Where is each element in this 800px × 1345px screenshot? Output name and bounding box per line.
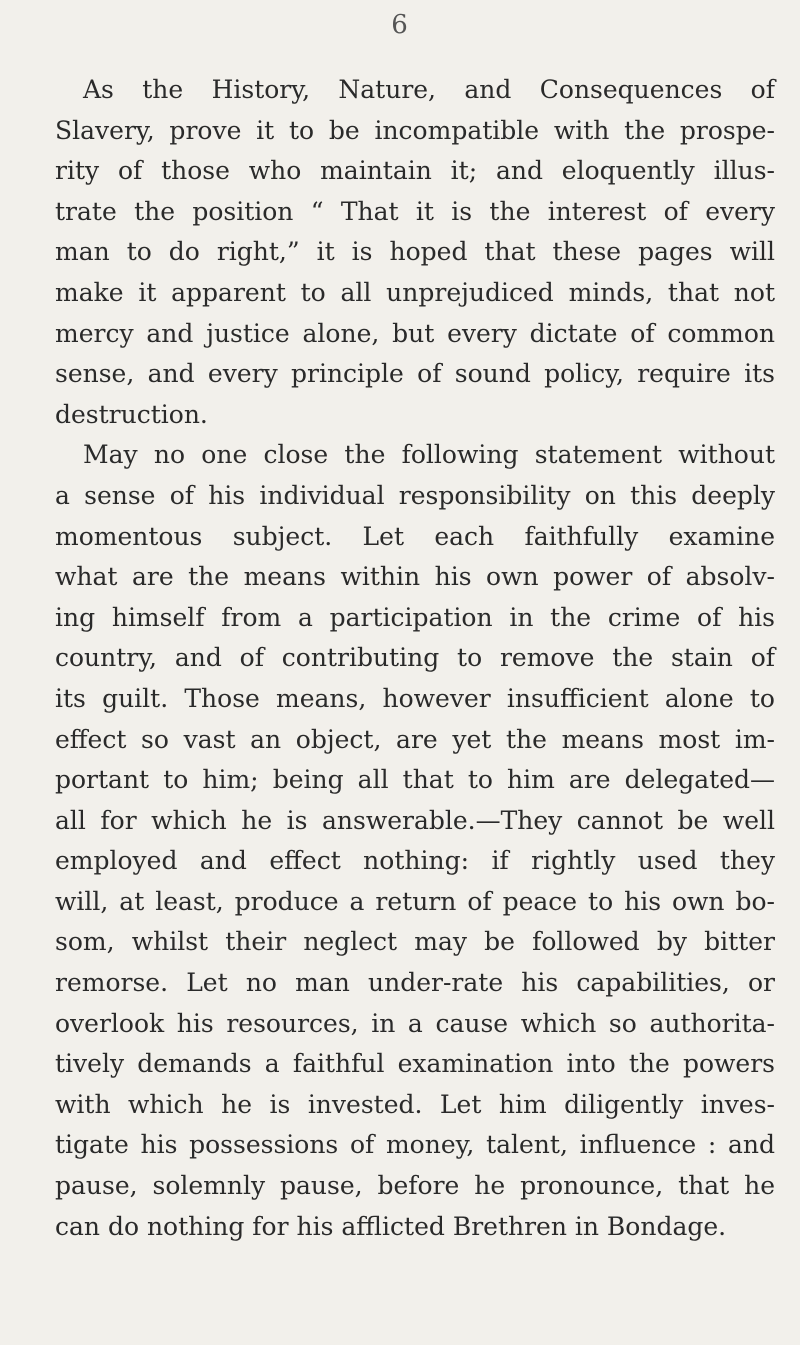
text-line: portant to him; being all that to him are delegated—: [55, 765, 775, 795]
text-line: rity of those who maintain it; and eloquently illus-: [55, 156, 775, 186]
text-line: man to do right,” it is hoped that these pages will: [55, 237, 775, 267]
text-line: can do nothing for his afflicted Brethren in Bondage.: [55, 1211, 727, 1241]
text-line: effect so vast an object, are yet the means most im-: [55, 724, 775, 754]
text-line: its guilt. Those means, however insufficient alone to: [55, 683, 775, 713]
text-line: tigate his possessions of money, talent, influence : and: [55, 1130, 775, 1160]
text-line: trate the position “ That it is the interest of every: [55, 196, 775, 226]
text-line: all for which he is answerable.—They cannot be well: [55, 805, 775, 835]
page-number: 6: [391, 10, 409, 40]
text-line: remorse. Let no man under-rate his capabilities, or: [55, 968, 775, 998]
text-line: a sense of his individual responsibility on this deeply: [55, 480, 775, 510]
body-text: [55, 70, 775, 1247]
text-line: Slavery, prove it to be incompatible with the prospe-: [55, 115, 775, 145]
text-line: pause, solemnly pause, before he pronounce, that he: [55, 1171, 775, 1201]
text-line: May no one close the following statement without: [83, 440, 775, 470]
text-line: what are the means within his own power of absolv-: [55, 562, 775, 592]
text-line: with which he is invested. Let him diligently inves-: [55, 1089, 775, 1119]
text-line: will, at least, produce a return of peace to his own bo-: [55, 886, 775, 916]
text-line: sense, and every principle of sound policy, require its: [55, 359, 775, 389]
text-line: momentous subject. Let each faithfully examine: [55, 521, 775, 551]
text-line: som, whilst their neglect may be followed by bitter: [55, 927, 775, 957]
paragraph-2: [55, 435, 775, 1247]
text-line: tively demands a faithful examination into the powers: [55, 1049, 775, 1079]
text-line: make it apparent to all unprejudiced minds, that not: [55, 277, 775, 307]
text-line: ing himself from a participation in the crime of his: [55, 602, 775, 632]
text-line: mercy and justice alone, but every dictate of common: [55, 318, 775, 348]
text-line: destruction.: [55, 399, 208, 429]
text-line: employed and effect nothing: if rightly used they: [55, 846, 775, 876]
paragraph-1: [55, 70, 775, 435]
text-line: As the History, Nature, and Consequences of: [83, 75, 775, 104]
text-line: country, and of contributing to remove the stain of: [55, 643, 775, 673]
text-line: overlook his resources, in a cause which so authorita-: [55, 1008, 775, 1038]
